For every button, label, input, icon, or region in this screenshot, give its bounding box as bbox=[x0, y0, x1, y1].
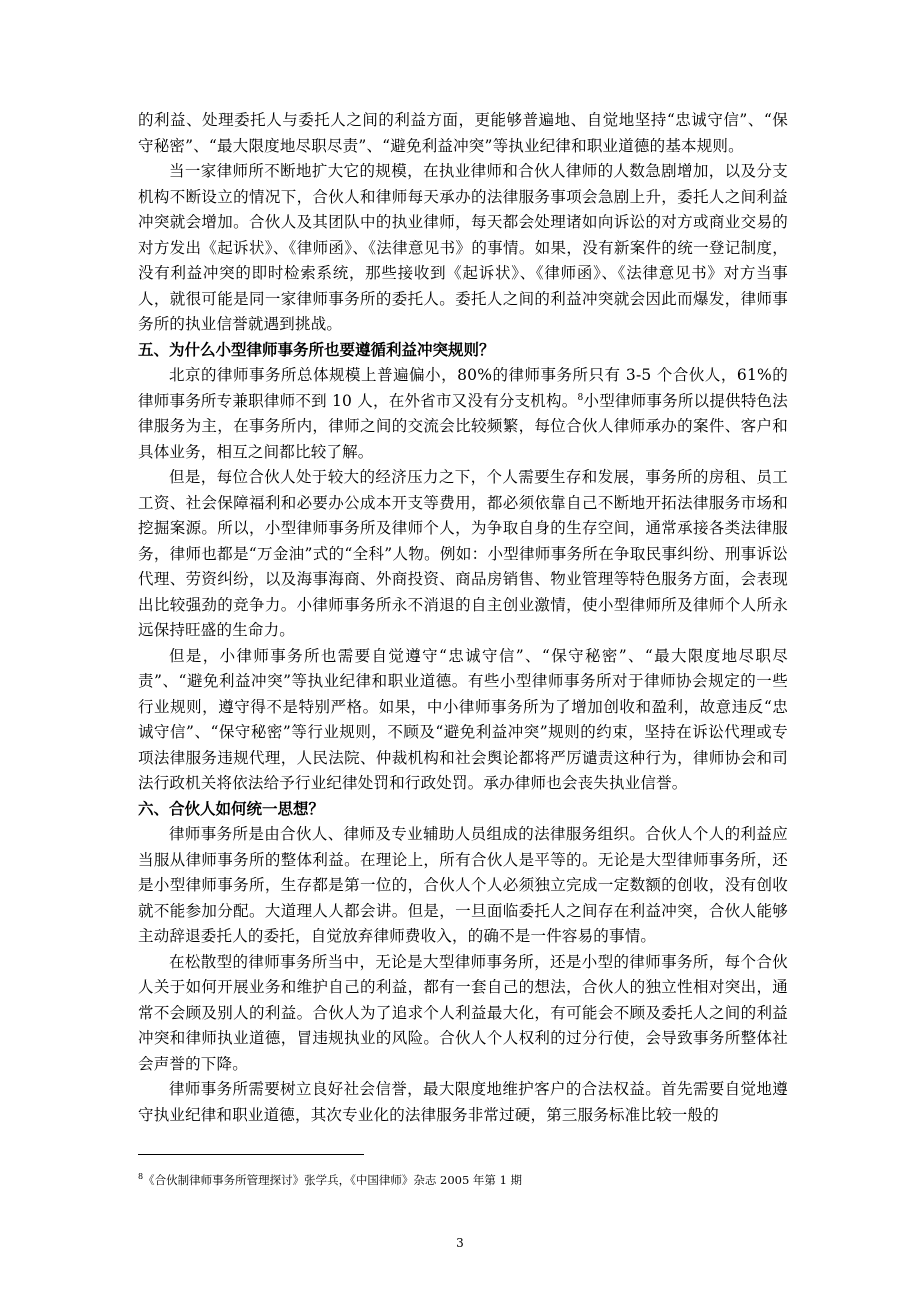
paragraph-8: 律师事务所需要树立良好社会信誉，最大限度地维护客户的合法权益。首先需要自觉地遵守执业纪律和职业道德，其次专业化的法律服务非常过硬，第三服务标准比较一般的 bbox=[138, 1080, 788, 1124]
footnote-separator bbox=[138, 1154, 364, 1155]
paragraph-3-part-b: 小型律师事务所以提供特色法律服务为主，在事务所内，律师之间的交流会比较频繁，每位合伙人律师承办的案件、客户和具体业务，相互之间都比较了解。 bbox=[138, 391, 788, 461]
paragraph-4: 但是，每位合伙人处于较大的经济压力之下，个人需要生存和发展，事务所的房租、员工工资、社会保障福利和必要办公成本开支等费用，都必须依靠自己不断地开拓法律服务市场和挖掘案源。所以，小型律师事务所及律师个人，为争取自身的生存空间，通常承接各类法律服务，律师也都是“万金油”式的“全科”人物。例如：小型律师事务所在争取民事纠纷、刑事诉讼代理、劳资纠纷，以及海事海商、外商投资、商品房销售、物业管理等特色服务方面，会表现出比较强劲的竞争力。小律师事务所永不消退的自主创业激情，使小型律师所及律师个人所永远保持旺盛的生命力。 bbox=[138, 468, 788, 639]
paragraph-3 bbox=[138, 363, 788, 465]
footnote bbox=[138, 1172, 788, 1188]
section-heading-6: 六、合伙人如何统一思想？ bbox=[138, 799, 325, 818]
paragraph-2: 当一家律师所不断地扩大它的规模，在执业律师和合伙人律师的人数急剧增加，以及分支机构不断设立的情况下，合伙人和律师每天承办的法律服务事项会急剧上升，委托人之间利益冲突就会增加。合伙人及其团队中的执业律师，每天都会处理诸如向诉讼的对方或商业交易的对方发出《起诉状》、《律师函》、《法律意见书》的事情。如果，没有新案件的统一登记制度，没有利益冲突的即时检索系统，那些接收到《起诉状》、《律师函》、《法律意见书》对方当事人，就很可能是同一家律师事务所的委托人。委托人之间的利益冲突就会因此而爆发，律师事务所的执业信誉就遇到挑战。 bbox=[138, 162, 788, 333]
page-number: 3 bbox=[456, 1236, 464, 1250]
paragraph-6: 律师事务所是由合伙人、律师及专业辅助人员组成的法律服务组织。合伙人个人的利益应当服从律师事务所的整体利益。在理论上，所有合伙人是平等的。无论是大型律师事务所，还是小型律师事务所，生存都是第一位的，合伙人个人必须独立完成一定数额的创收，没有创收就不能参加分配。大道理人人都会讲。但是，一旦面临委托人之间存在利益冲突，合伙人能够主动辞退委托人的委托，自觉放弃律师费收入，的确不是一件容易的事情。 bbox=[138, 825, 788, 945]
footnote-mark: 8 bbox=[138, 1172, 144, 1182]
section-heading-5: 五、为什么小型律师事务所也要遵循利益冲突规则？ bbox=[138, 340, 495, 359]
footnote-text: 《合伙制律师事务所管理探讨》张学兵，《中国律师》杂志 2005 年第 1 期 bbox=[143, 1173, 523, 1187]
body-text bbox=[138, 108, 788, 1128]
paragraph-7: 在松散型的律师事务所当中，无论是大型律师事务所，还是小型的律师事务所，每个合伙人关于如何开展业务和维护自己的利益，都有一套自己的想法，合伙人的独立性相对突出，通常不会顾及别人的利益。合伙人为了追求个人利益最大化，有可能会不顾及委托人之间的利益冲突和律师执业道德，冒违规执业的风险。合伙人个人权利的过分行使，会导致事务所整体社会声誉的下降。 bbox=[138, 952, 788, 1073]
paragraph-1: 的利益、处理委托人与委托人之间的利益方面，更能够普遍地、自觉地坚持“忠诚守信”、“保守秘密”、“最大限度地尽职尽责”、“避免利益冲突”等执业纪律和职业道德的基本规则。 bbox=[138, 111, 788, 155]
paragraph-5: 但是，小律师事务所也需要自觉遵守“忠诚守信”、“保守秘密”、“最大限度地尽职尽责”、“避免利益冲突”等执业纪律和职业道德。有些小型律师事务所对于律师协会规定的一些行业规则，遵守得不是特别严格。如果，中小律师事务所为了增加创收和盈利，故意违反“忠诚守信”、“保守秘密”等行业规则，不顾及“避免利益冲突”规则的约束，坚持在诉讼代理或专项法律服务违规代理，人民法院、仲裁机构和社会舆论都将严厉谴责这种行为，律师协会和司法行政机关将依法给予行业纪律处罚和行政处罚。承办律师也会丧失执业信誉。 bbox=[138, 646, 788, 792]
paragraph-3-part-a: 北京的律师事务所总体规模上普遍偏小，80%的律师事务所只有 3-5 个合伙人，61%的律师事务所专兼职律师不到 10 人，在外省市又没有分支机构。 bbox=[138, 366, 788, 410]
footnote-reference: 8 bbox=[577, 392, 584, 403]
